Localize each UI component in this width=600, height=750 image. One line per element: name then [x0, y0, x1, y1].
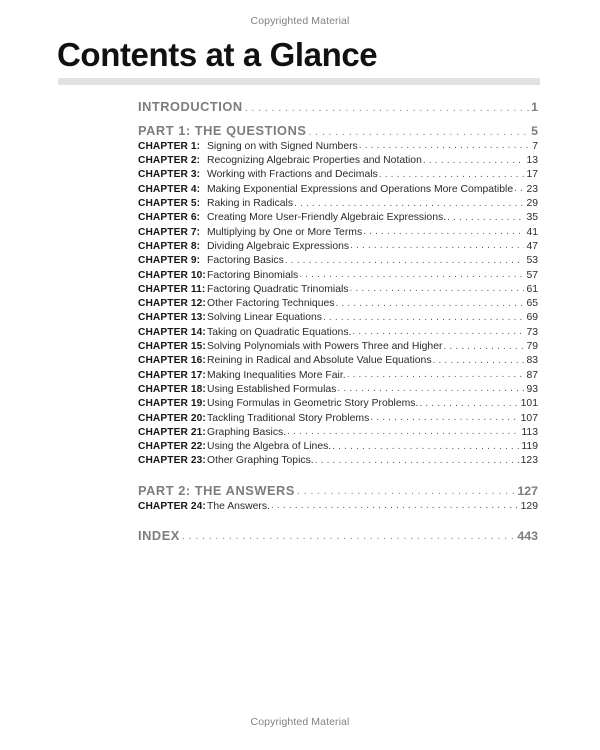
toc-chapter-number: CHAPTER 23:: [138, 455, 206, 467]
toc-chapter-number: CHAPTER 16:: [138, 355, 206, 367]
toc-page-number: 93: [526, 383, 538, 395]
toc-chapter-number: CHAPTER 10:: [138, 269, 206, 281]
dot-leader: [433, 356, 525, 366]
toc-chapter-row[interactable]: [138, 185, 538, 195]
toc-page-number: 123: [520, 455, 538, 467]
toc-section-introduction[interactable]: [138, 101, 538, 114]
toc-chapter-title: Other Graphing Topics.: [207, 455, 314, 467]
dot-leader: [363, 227, 524, 237]
watermark-top: Copyrighted Material: [250, 15, 350, 27]
toc-page-number: 57: [526, 269, 538, 281]
toc-chapter-title: Tackling Traditional Story Problems: [207, 412, 370, 424]
toc-chapter-number: CHAPTER 18:: [138, 383, 206, 395]
toc-page-number: 1: [531, 100, 538, 114]
dot-leader: [271, 501, 519, 511]
toc-chapter-row[interactable]: [138, 213, 538, 223]
toc-chapter-row[interactable]: [138, 456, 538, 466]
toc-page-number: 61: [526, 283, 538, 295]
page-title: Contents at a Glance: [57, 36, 378, 73]
toc-chapter-number: CHAPTER 22:: [138, 441, 206, 453]
toc-chapter-number: CHAPTER 15:: [138, 341, 206, 353]
toc-chapter-title: Creating More User-Friendly Algebraic Expressions.: [207, 212, 447, 224]
toc-page-number: 107: [520, 412, 538, 424]
toc-chapter-number: CHAPTER 2:: [138, 155, 201, 167]
toc-chapter-number: CHAPTER 17:: [138, 369, 206, 381]
toc-page-number: 5: [531, 124, 538, 138]
toc-page-number: 101: [520, 398, 538, 410]
toc-page-number: 73: [526, 326, 538, 338]
dot-leader: [337, 384, 524, 394]
toc-chapter-title: Recognizing Algebraic Properties and Notation: [207, 155, 422, 167]
toc-chapter-title: Factoring Basics: [207, 255, 284, 267]
toc-chapter-number: CHAPTER 20:: [138, 412, 206, 424]
toc-section-label: PART 2: THE ANSWERS: [138, 482, 295, 498]
toc-section-label: PART 1: THE QUESTIONS: [138, 123, 307, 138]
toc-chapter-title: Dividing Algebraic Expressions: [207, 240, 350, 252]
toc-page-number: 113: [521, 426, 538, 438]
toc-chapter-row[interactable]: [138, 414, 538, 424]
toc-chapter-number: CHAPTER 9:: [138, 255, 201, 267]
toc-page-number: 443: [517, 528, 538, 543]
toc-page-number: 83: [526, 355, 538, 367]
toc-chapter-number: CHAPTER 5:: [138, 198, 201, 210]
table-of-contents: [138, 101, 538, 543]
dot-leader: [287, 427, 519, 437]
dot-leader: [423, 156, 525, 166]
toc-section-label: INDEX: [138, 527, 180, 543]
toc-section-label: INTRODUCTION: [138, 99, 243, 114]
toc-chapter-row[interactable]: [138, 428, 538, 438]
toc-chapter-title: Solving Polynomials with Powers Three and Higher: [207, 341, 443, 353]
toc-chapter-row[interactable]: [138, 299, 538, 309]
toc-chapter-title: Factoring Binomials: [207, 269, 299, 281]
toc-chapter-number: CHAPTER 11:: [138, 283, 206, 295]
page-title-block: [57, 38, 540, 72]
toc-chapter-row[interactable]: [138, 342, 538, 352]
toc-chapter-number: CHAPTER 6:: [138, 212, 201, 224]
toc-chapter-title: Reining in Radical and Absolute Value Equations: [207, 355, 432, 367]
dot-leader: [347, 370, 525, 380]
toc-page-number: 13: [526, 155, 538, 167]
toc-chapter-title: Signing on with Signed Numbers: [207, 140, 358, 152]
toc-chapter-title: The Answers.: [207, 500, 270, 512]
toc-chapter-row[interactable]: [138, 199, 538, 209]
toc-chapter-number: CHAPTER 8:: [138, 240, 201, 252]
toc-page-number: 17: [526, 169, 538, 181]
toc-chapter-row[interactable]: [138, 356, 538, 366]
toc-chapter-list-part1: [138, 142, 538, 471]
dot-leader: [359, 141, 530, 151]
toc-chapter-number: CHAPTER 7:: [138, 226, 201, 238]
toc-chapter-number: CHAPTER 3:: [138, 169, 201, 181]
toc-page-number: 79: [526, 341, 538, 353]
toc-chapter-title: Using the Algebra of Lines.: [207, 441, 332, 453]
toc-chapter-row[interactable]: [138, 313, 538, 323]
dot-leader: [308, 127, 529, 138]
dot-leader: [294, 199, 524, 209]
toc-page-number: 119: [521, 441, 538, 453]
toc-chapter-row[interactable]: [138, 285, 538, 295]
title-divider-rule: [58, 78, 540, 85]
toc-page-number: 47: [526, 240, 538, 252]
toc-chapter-title: Taking on Quadratic Equations.: [207, 326, 352, 338]
dot-leader: [297, 486, 515, 497]
toc-page-number: 69: [526, 312, 538, 324]
toc-chapter-title: Graphing Basics.: [207, 426, 287, 438]
toc-page-number: 127: [517, 483, 538, 498]
toc-chapter-title: Factoring Quadratic Trinomials: [207, 283, 349, 295]
toc-chapter-row[interactable]: [138, 142, 538, 152]
dot-leader: [299, 270, 524, 280]
toc-chapter-number: CHAPTER 1:: [138, 140, 201, 152]
toc-chapter-row[interactable]: [138, 156, 538, 166]
dot-leader: [419, 399, 518, 409]
toc-page-number: 29: [526, 198, 538, 210]
toc-page-number: 23: [526, 183, 538, 195]
dot-leader: [332, 442, 519, 452]
toc-page-number: 87: [526, 369, 538, 381]
dot-leader: [323, 313, 524, 323]
toc-chapter-row[interactable]: [138, 371, 538, 381]
toc-chapter-title: Using Formulas in Geometric Story Problems.: [207, 398, 419, 410]
toc-chapter-row[interactable]: [138, 399, 538, 409]
toc-chapter-number: CHAPTER 21:: [138, 426, 206, 438]
dot-leader: [335, 299, 524, 309]
dot-leader: [182, 531, 515, 542]
toc-chapter-row[interactable]: [138, 385, 538, 395]
dot-leader: [285, 256, 525, 266]
toc-chapter-row[interactable]: [138, 256, 538, 266]
toc-page-number: 7: [532, 140, 538, 152]
toc-chapter-title: Making Inequalities More Fair.: [207, 369, 346, 381]
toc-chapter-row[interactable]: [138, 242, 538, 252]
toc-chapter-title: Solving Linear Equations: [207, 312, 322, 324]
dot-leader: [370, 413, 518, 423]
toc-chapter-title: Making Exponential Expressions and Operations More Compatible: [207, 183, 514, 195]
toc-section-index[interactable]: [138, 527, 538, 543]
toc-page-number: 129: [520, 500, 538, 512]
toc-section-part1[interactable]: [138, 125, 538, 138]
toc-chapter-number: CHAPTER 12:: [138, 298, 206, 310]
dot-leader: [245, 103, 529, 114]
dot-leader: [379, 170, 525, 180]
dot-leader: [443, 342, 524, 352]
toc-chapter-number: CHAPTER 13:: [138, 312, 206, 324]
toc-chapter-row[interactable]: [138, 271, 538, 281]
toc-chapter-title: Multiplying by One or More Terms: [207, 226, 363, 238]
toc-chapter-row[interactable]: [138, 170, 538, 180]
toc-chapter-number: CHAPTER 14:: [138, 326, 206, 338]
toc-chapter-row[interactable]: [138, 228, 538, 238]
toc-chapter-title: Working with Fractions and Decimals: [207, 169, 378, 181]
toc-chapter-title: Other Factoring Techniques: [207, 298, 335, 310]
toc-chapter-title: Using Established Formulas: [207, 383, 337, 395]
toc-chapter-row[interactable]: [138, 328, 538, 338]
toc-chapter-row[interactable]: [138, 502, 538, 512]
dot-leader: [514, 184, 524, 194]
toc-chapter-title: Raking in Radicals: [207, 198, 294, 210]
dot-leader: [349, 284, 524, 294]
toc-page-number: 53: [526, 255, 538, 267]
toc-chapter-list-part2: [138, 502, 538, 516]
toc-page-number: 35: [526, 212, 538, 224]
toc-section-part2[interactable]: [138, 482, 538, 498]
toc-chapter-number: CHAPTER 19:: [138, 398, 206, 410]
dot-leader: [447, 213, 524, 223]
dot-leader: [350, 241, 524, 251]
toc-chapter-number: CHAPTER 24:: [138, 500, 206, 512]
toc-chapter-number: CHAPTER 4:: [138, 183, 201, 195]
spacer: [138, 516, 538, 530]
dot-leader: [315, 456, 519, 466]
watermark-bottom: Copyrighted Material: [250, 716, 350, 728]
toc-page-number: 65: [526, 298, 538, 310]
dot-leader: [352, 327, 524, 337]
toc-page-number: 41: [526, 226, 538, 238]
toc-chapter-row[interactable]: [138, 442, 538, 452]
